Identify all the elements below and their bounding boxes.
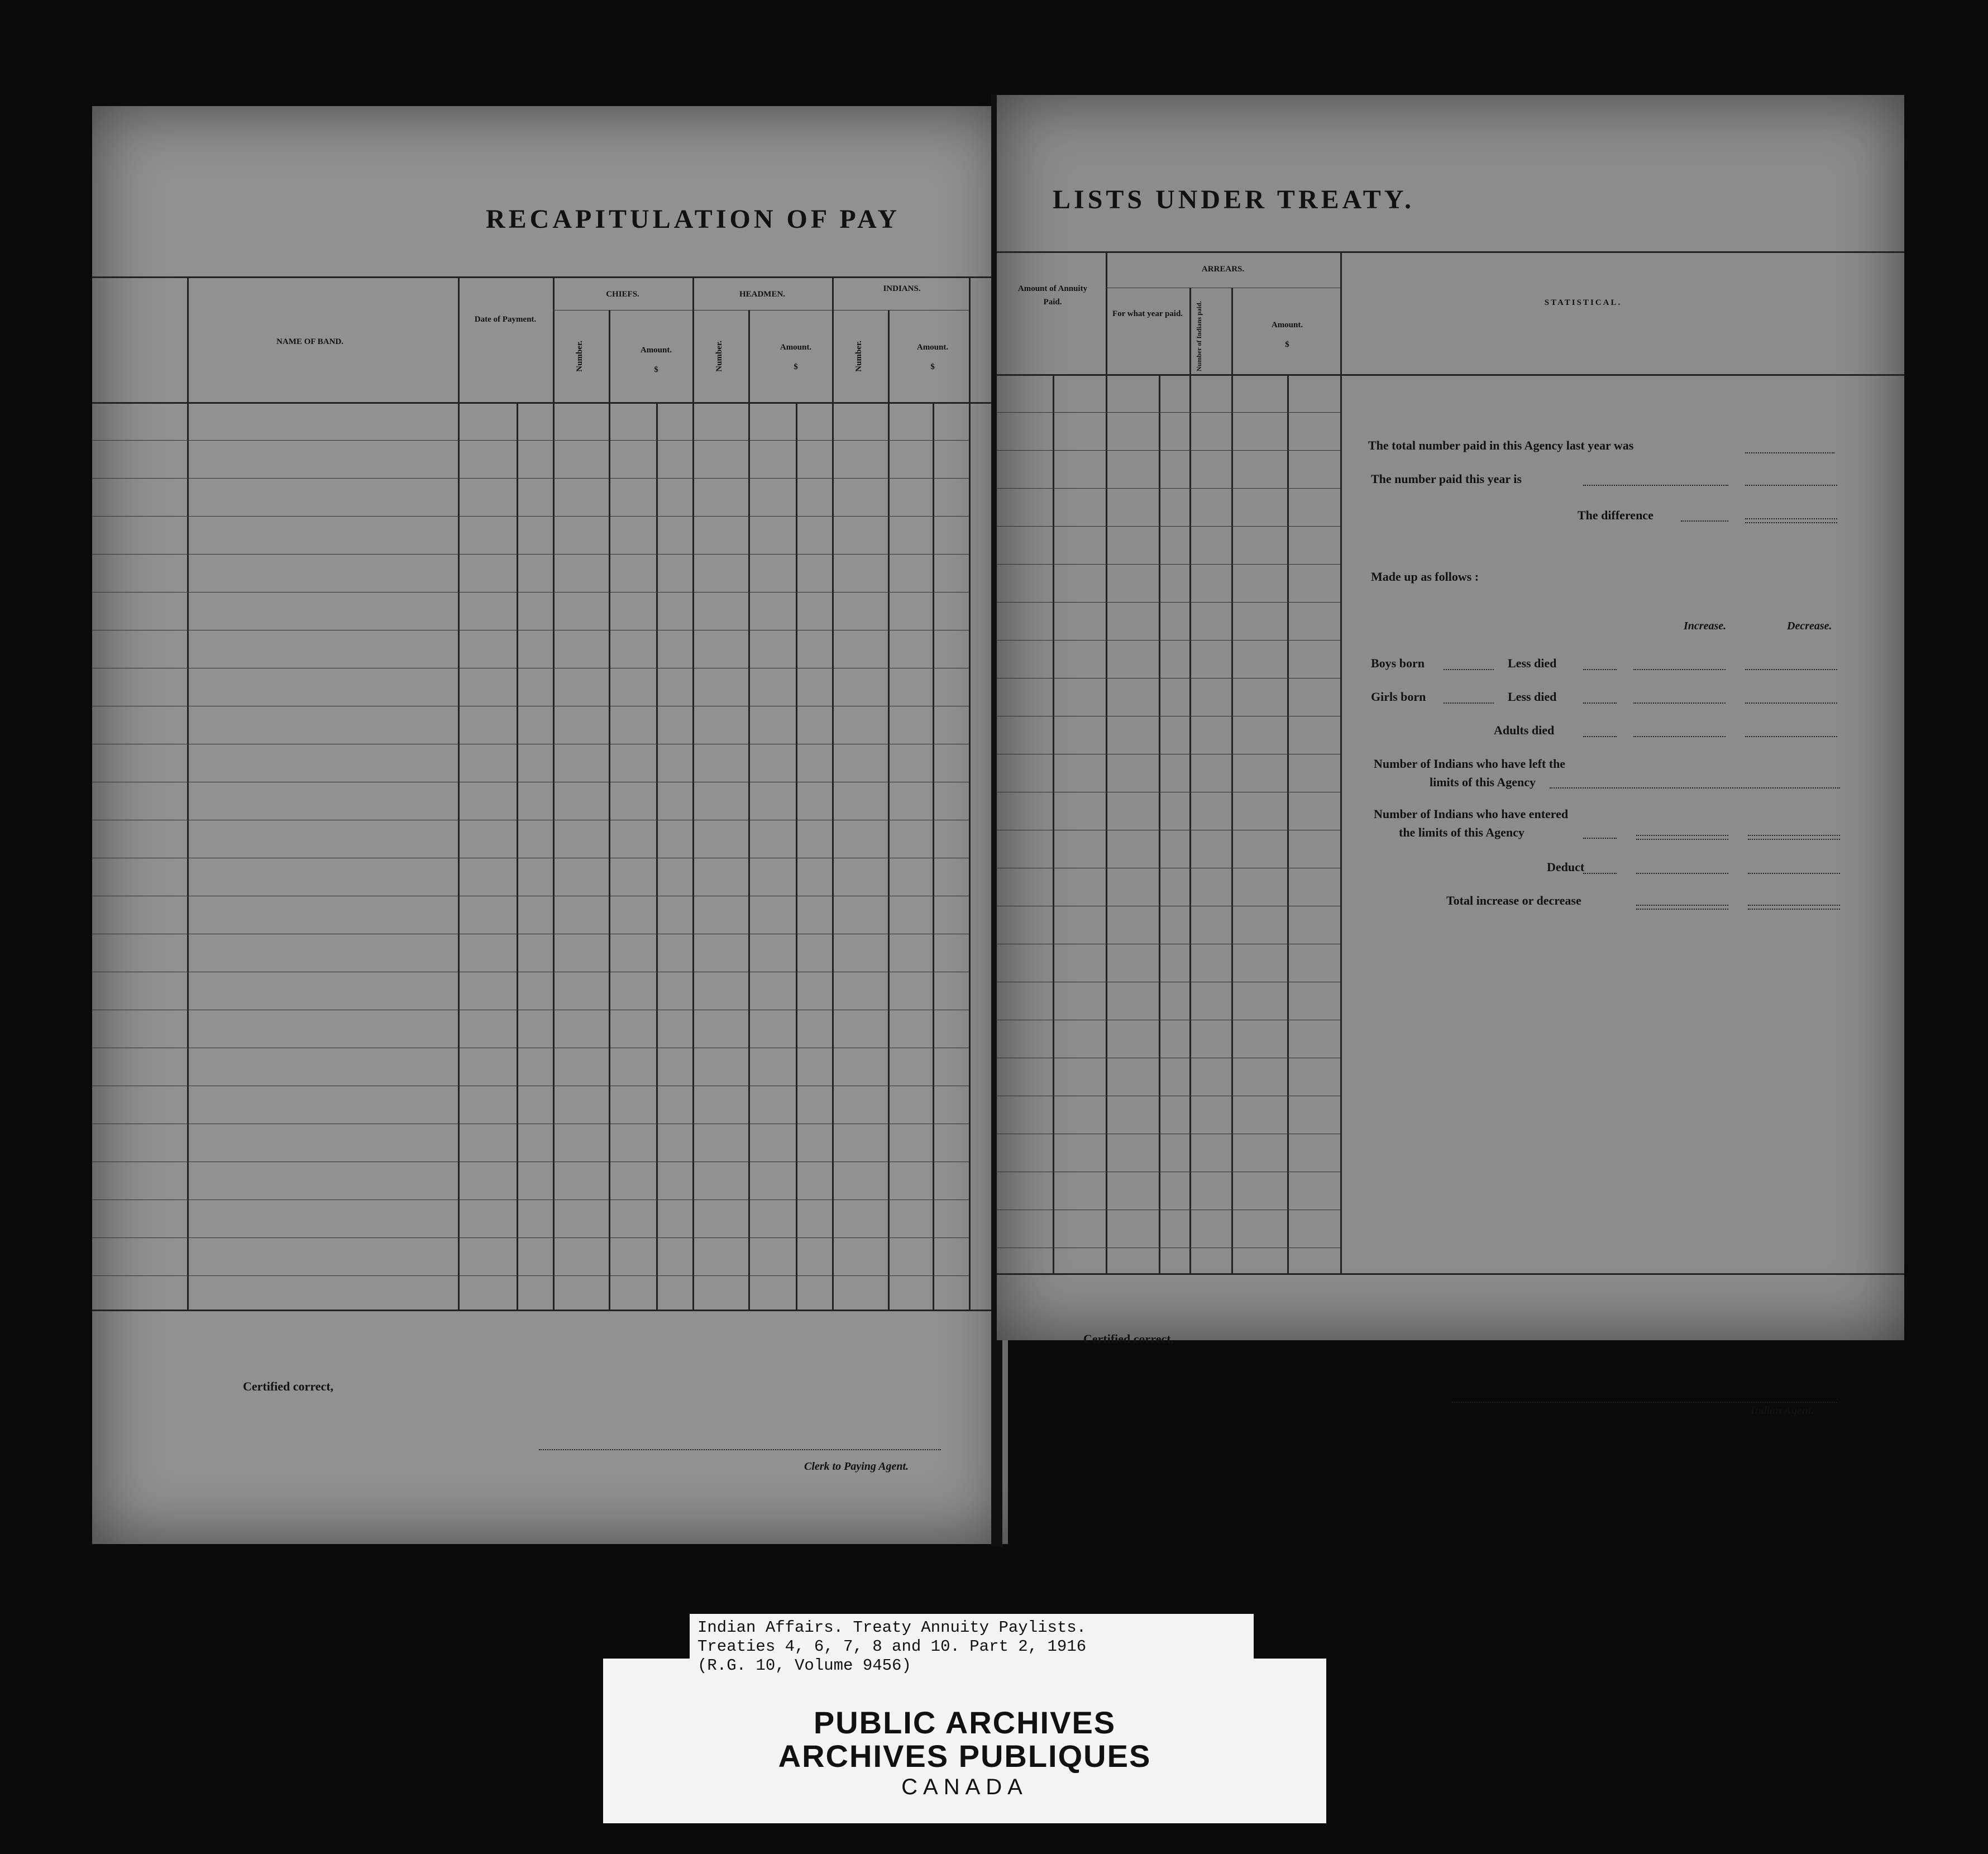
blank-line bbox=[1633, 669, 1726, 670]
stat-less-died: Less died bbox=[1508, 690, 1557, 704]
stat-boys-born: Boys born bbox=[1371, 656, 1425, 670]
blank-double-line bbox=[1636, 835, 1728, 840]
stat-girls-born: Girls born bbox=[1371, 690, 1426, 704]
header-amount: Amount. bbox=[1271, 321, 1303, 329]
sub-divider bbox=[1053, 374, 1054, 1273]
blank-line bbox=[1444, 669, 1494, 670]
blank-line bbox=[1583, 873, 1617, 874]
ledger-rule bbox=[92, 1237, 969, 1238]
blank-double-line bbox=[1745, 518, 1837, 523]
sub-divider bbox=[1231, 288, 1233, 1273]
ledger-rule bbox=[997, 412, 1340, 413]
ledger-rule bbox=[92, 1275, 969, 1276]
col-divider bbox=[969, 276, 971, 1310]
header-amount: Amount. bbox=[916, 343, 949, 352]
stamp-archives-publiques: ARCHIVES PUBLIQUES bbox=[778, 1738, 1151, 1774]
stat-paid-this-year: The number paid this year is bbox=[1371, 472, 1522, 486]
sub-divider bbox=[1287, 374, 1289, 1273]
stat-entered-limits-1: Number of Indians who have entered bbox=[1374, 807, 1569, 821]
header-dollar: $ bbox=[930, 362, 935, 371]
ledger-rule bbox=[997, 488, 1340, 489]
sub-divider bbox=[933, 402, 934, 1310]
stat-difference: The difference bbox=[1578, 508, 1654, 522]
title-left: RECAPITULATION OF PAY bbox=[486, 204, 901, 234]
table-bottom-line bbox=[997, 1273, 1904, 1275]
col-divider bbox=[458, 276, 460, 1310]
header-indians: INDIANS. bbox=[883, 284, 921, 293]
certified-left: Certified correct, bbox=[243, 1379, 334, 1393]
blank-double-line bbox=[1636, 905, 1728, 910]
col-divider bbox=[187, 276, 189, 1310]
header-arrears: ARREARS. bbox=[1201, 265, 1245, 274]
ledger-rule bbox=[997, 602, 1340, 603]
ledger-rule bbox=[997, 640, 1340, 641]
caption-line-1: Indian Affairs. Treaty Annuity Paylists. bbox=[697, 1618, 1087, 1637]
header-top-line bbox=[92, 276, 991, 278]
stat-left-limits-1: Number of Indians who have left the bbox=[1374, 757, 1566, 771]
ledger-rule bbox=[997, 526, 1340, 527]
sub-divider bbox=[1189, 288, 1191, 1273]
header-chiefs: CHIEFS. bbox=[606, 290, 639, 299]
blank-line bbox=[1550, 787, 1840, 789]
sub-divider bbox=[656, 402, 658, 1310]
header-statistical: STATISTICAL. bbox=[1544, 298, 1622, 307]
stat-made-up: Made up as follows : bbox=[1371, 570, 1479, 584]
header-amount: Amount. bbox=[640, 346, 672, 355]
sub-divider bbox=[609, 310, 610, 1310]
header-bottom-line bbox=[997, 374, 1904, 376]
certified-right: Certified correct, bbox=[1083, 1332, 1174, 1346]
title-right: LISTS UNDER TREATY. bbox=[1053, 185, 1414, 214]
caption-line-2: Treaties 4, 6, 7, 8 and 10. Part 2, 1916 bbox=[697, 1637, 1087, 1656]
stat-total-last-year: The total number paid in this Agency last year was bbox=[1368, 438, 1634, 452]
header-amount-annuity: Amount of Annuity Paid. bbox=[1017, 284, 1088, 307]
archive-caption bbox=[690, 1614, 1254, 1698]
header-headmen: HEADMEN. bbox=[739, 290, 786, 299]
header-number-paid: Number of Indians paid. bbox=[1195, 301, 1203, 371]
blank-line bbox=[1583, 736, 1617, 737]
blank-line bbox=[1633, 736, 1726, 737]
header-name-of-band: NAME OF BAND. bbox=[276, 337, 343, 346]
blank-line bbox=[1748, 873, 1840, 874]
stat-decrease: Decrease. bbox=[1787, 620, 1832, 632]
col-divider bbox=[553, 276, 555, 1310]
blank-double-line bbox=[1748, 835, 1840, 840]
header-bottom-line bbox=[92, 402, 991, 404]
sub-divider bbox=[796, 402, 797, 1310]
header-dollar: $ bbox=[654, 365, 658, 374]
stat-increase: Increase. bbox=[1684, 620, 1727, 632]
blank-line bbox=[1583, 703, 1617, 704]
stamp-canada: CANADA bbox=[901, 1775, 1028, 1799]
col-divider bbox=[1106, 251, 1107, 1273]
ledger-rule bbox=[997, 450, 1340, 451]
blank-line bbox=[1583, 838, 1617, 839]
stat-total-inc-dec: Total increase or decrease bbox=[1446, 893, 1581, 907]
clerk-label: Clerk to Paying Agent. bbox=[804, 1460, 909, 1473]
col-divider bbox=[1340, 251, 1342, 1273]
col-divider bbox=[692, 276, 694, 1310]
stat-less-died: Less died bbox=[1508, 656, 1557, 670]
stamp-public-archives: PUBLIC ARCHIVES bbox=[813, 1705, 1116, 1740]
col-divider bbox=[832, 276, 834, 1310]
indian-agent-label: Indian Agent. bbox=[1751, 1404, 1814, 1417]
stat-entered-limits-2: the limits of this Agency bbox=[1399, 825, 1525, 839]
blank-line bbox=[1745, 452, 1834, 453]
blank-line bbox=[1681, 520, 1728, 522]
blank-double-line bbox=[1748, 905, 1840, 910]
blank-line bbox=[1745, 703, 1837, 704]
ledger-rule bbox=[92, 516, 969, 517]
sub-divider bbox=[748, 310, 750, 1310]
ledger-rule bbox=[92, 554, 969, 555]
sub-divider bbox=[1159, 374, 1160, 1273]
signature-line-left bbox=[539, 1449, 941, 1450]
blank-line bbox=[1636, 873, 1728, 874]
header-number: Number. bbox=[575, 341, 584, 372]
blank-line bbox=[1745, 736, 1837, 737]
blank-line bbox=[1583, 669, 1617, 670]
header-dollar: $ bbox=[794, 362, 798, 371]
header-amount: Amount. bbox=[780, 343, 812, 352]
header-number: Number. bbox=[854, 341, 863, 372]
table-bottom-line bbox=[92, 1310, 991, 1311]
header-for-what-year: For what year paid. bbox=[1112, 309, 1183, 318]
header-dollar: $ bbox=[1285, 340, 1289, 349]
ledger-rule bbox=[92, 478, 969, 479]
blank-line bbox=[1745, 485, 1837, 486]
blank-line bbox=[1444, 703, 1494, 704]
ledger-rule bbox=[92, 440, 969, 441]
stat-left-limits-2: limits of this Agency bbox=[1430, 775, 1536, 789]
header-date-of-payment: Date of Payment. bbox=[474, 315, 537, 324]
sub-divider bbox=[517, 402, 518, 1310]
blank-line bbox=[1633, 703, 1726, 704]
ledger-rule bbox=[997, 564, 1340, 565]
header-number: Number. bbox=[715, 341, 724, 372]
left-page bbox=[92, 106, 1008, 1544]
header-top-line bbox=[997, 251, 1904, 253]
signature-line-right bbox=[1452, 1402, 1837, 1403]
sub-divider bbox=[888, 310, 890, 1310]
blank-line bbox=[1745, 669, 1837, 670]
stat-adults-died: Adults died bbox=[1494, 723, 1555, 737]
stat-deduct: Deduct bbox=[1547, 860, 1585, 874]
caption-line-3: (R.G. 10, Volume 9456) bbox=[697, 1656, 911, 1675]
blank-line bbox=[1583, 485, 1728, 486]
right-page bbox=[997, 95, 1904, 1417]
